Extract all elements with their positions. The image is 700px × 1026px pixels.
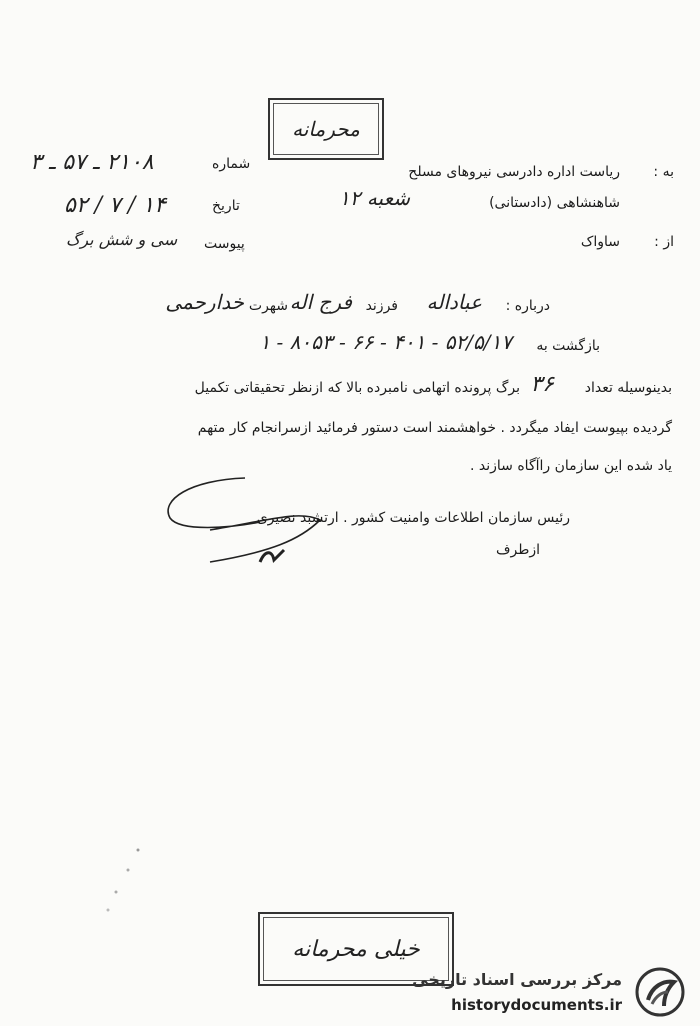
recipient-line1: ریاست اداره دادرسی نیروهای مسلح: [408, 164, 620, 180]
body-count-handwritten: ۳۶: [530, 372, 554, 397]
recipient-line2: شاهنشاهی (دادستانی): [489, 195, 620, 211]
date-value: ۱۴ / ۷ / ۵۲: [64, 193, 166, 218]
subject-surname: خدارحمی: [165, 290, 244, 314]
number-value: ۲۱۰۸ ـ ۵۷ ـ ۳: [30, 150, 154, 175]
subject-surname-label: شهرت: [248, 298, 288, 314]
attachment-label: پیوست: [204, 236, 245, 252]
attachment-value: سی و شش برگ: [66, 230, 178, 249]
subject-son-of: فرزند: [365, 298, 398, 314]
reference-label: بازگشت به: [536, 338, 600, 354]
reference-value: ۵۲/۵/۱۷ - ۴۰۱ - ۶۶ - ۸۰۵۳ - ۱: [259, 330, 512, 354]
recipient-label: به :: [653, 164, 674, 180]
subject-name: عباداله: [426, 290, 482, 314]
subject-label: درباره :: [505, 298, 550, 314]
stamp-text: خیلی محرمانه: [292, 936, 420, 962]
body-line1-end: برگ پرونده اتهامی نامبرده بالا که ازنظر تحقیقاتی تکمیل: [194, 380, 520, 396]
body-line3: یاد شده این سازمان راآگاه سازند .: [469, 458, 672, 474]
watermark-title: مرکز بررسی اسناد تاریخی: [412, 970, 622, 989]
archive-logo-icon: [634, 966, 686, 1018]
margin-marks: [98, 840, 158, 920]
signatory-title: رئیس سازمان اطلاعات وامنیت کشور . ارتشبد نصیری: [256, 510, 570, 526]
on-behalf-label: ازطرف: [495, 542, 540, 558]
confidential-stamp-top: [268, 98, 384, 160]
number-label: شماره: [212, 156, 251, 172]
body-line2: گردیده بپیوست ایفاد میگردد . خواهشمند است دستور فرمائید ازسرانجام کار متهم: [197, 420, 672, 436]
watermark-url: historydocuments.ir: [451, 996, 622, 1014]
sender-label: از :: [654, 234, 674, 250]
date-label: تاریخ: [212, 198, 240, 214]
branch-handwritten: شعبه ۱۲: [338, 186, 410, 210]
sender-value: ساواک: [580, 234, 620, 250]
body-line1-start: بدینوسیله تعداد: [584, 380, 672, 396]
subject-father: فرج اله: [289, 290, 352, 314]
stamp-text: محرمانه: [292, 117, 360, 141]
